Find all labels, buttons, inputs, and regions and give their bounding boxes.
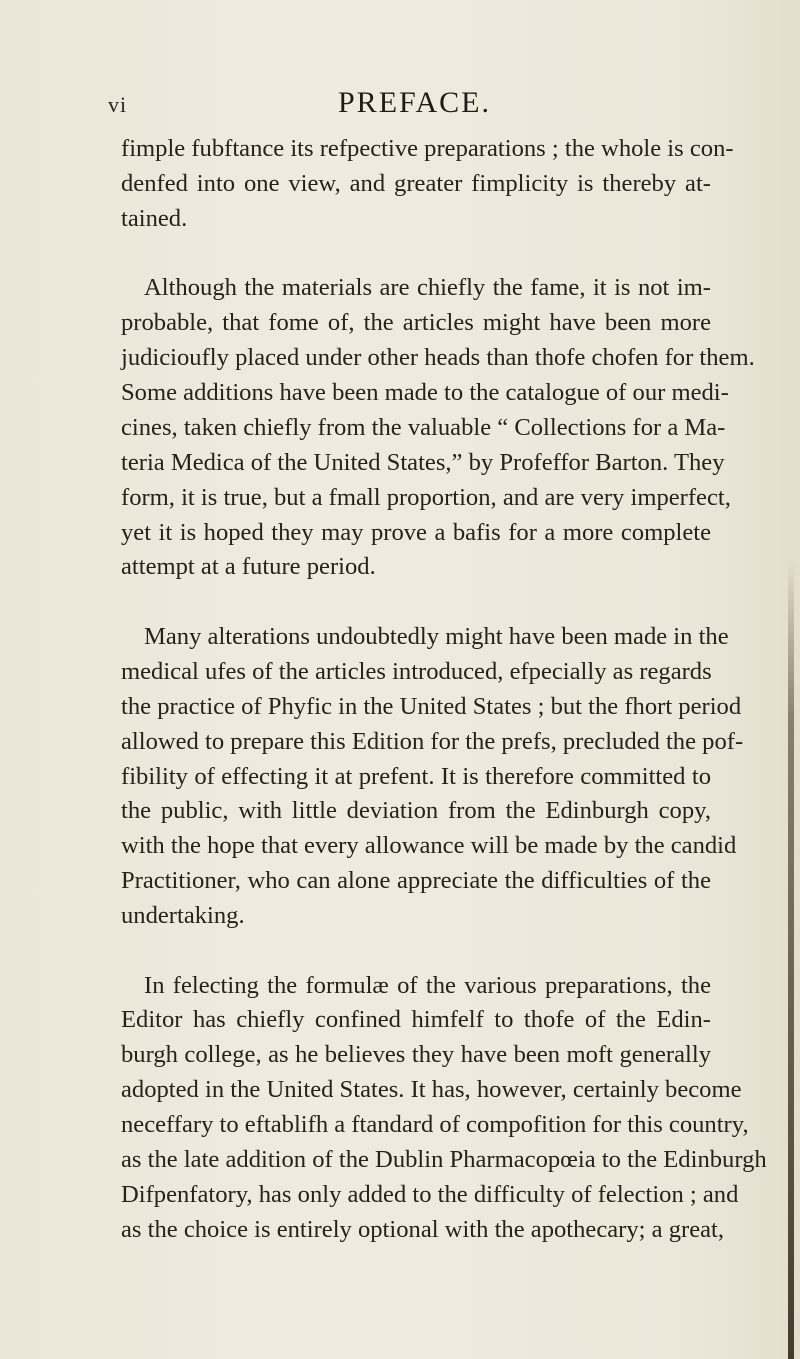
text-line: Practitioner, who can alone appreciate the difficulties of the	[121, 867, 711, 895]
text-line: adopted in the United States. It has, however, certainly become	[121, 1076, 742, 1104]
text-line: yet it is hoped they may prove a bafis for a more complete	[121, 518, 711, 546]
paragraph-4	[121, 969, 767, 1248]
page-edge-shadow	[788, 560, 794, 1359]
text-line: tained.	[121, 204, 188, 232]
text-line: as the late addition of the Dublin Pharmacopœia to the Edinburgh	[121, 1146, 767, 1174]
paragraph-1	[121, 132, 734, 237]
text-line: Some additions have been made to the catalogue of our medi-	[121, 378, 729, 406]
text-line: Although the materials are chiefly the fame, it is not im-	[144, 274, 711, 302]
text-line: teria Medica of the United States,” by Profeffor Barton. They	[121, 448, 725, 476]
body-text	[121, 132, 767, 1248]
text-line: undertaking.	[121, 902, 245, 930]
text-line: with the hope that every allowance will be made by the candid	[121, 832, 737, 860]
text-line: attempt at a future period.	[121, 553, 376, 581]
text-line: burgh college, as he believes they have been moft generally	[121, 1041, 711, 1069]
text-line: the public, with little deviation from the Edinburgh copy,	[121, 797, 711, 825]
text-line: judicioufly placed under other heads than thofe chofen for them.	[121, 344, 755, 372]
text-line: Many alterations undoubtedly might have been made in the	[144, 622, 729, 650]
page-header	[104, 86, 704, 120]
text-line: Editor has chiefly confined himfelf to thofe of the Edin-	[121, 1006, 711, 1034]
text-line: the practice of Phyfic in the United States ; but the fhort period	[121, 692, 742, 720]
text-line: fimple fubftance its refpective preparations ; the whole is con-	[121, 135, 734, 162]
text-line: fibility of effecting it at prefent. It is therefore committed to	[121, 762, 711, 790]
text-line: denfed into one view, and greater fimplicity is thereby at-	[121, 169, 711, 197]
text-line: neceffary to eftablifh a ftandard of compofition for this country,	[121, 1111, 749, 1139]
text-line: Difpenfatory, has only added to the difficulty of felection ; and	[121, 1180, 739, 1208]
page-number: vi	[108, 92, 128, 117]
text-line: medical ufes of the articles introduced, efpecially as regards	[121, 657, 712, 685]
text-line: as the choice is entirely optional with the apothecary; a great,	[121, 1215, 725, 1243]
running-head-title: PREFACE.	[338, 86, 491, 119]
text-line: probable, that fome of, the articles might have been more	[121, 309, 711, 337]
text-line: allowed to prepare this Edition for the prefs, precluded the pof-	[121, 727, 744, 755]
paragraph-3	[121, 620, 744, 934]
text-line: In felecting the formulæ of the various preparations, the	[144, 971, 711, 999]
paragraph-2	[121, 271, 755, 585]
text-line: cines, taken chiefly from the valuable “ Collections for a Ma-	[121, 413, 726, 441]
text-line: form, it is true, but a fmall proportion, and are very imperfect,	[121, 483, 731, 511]
